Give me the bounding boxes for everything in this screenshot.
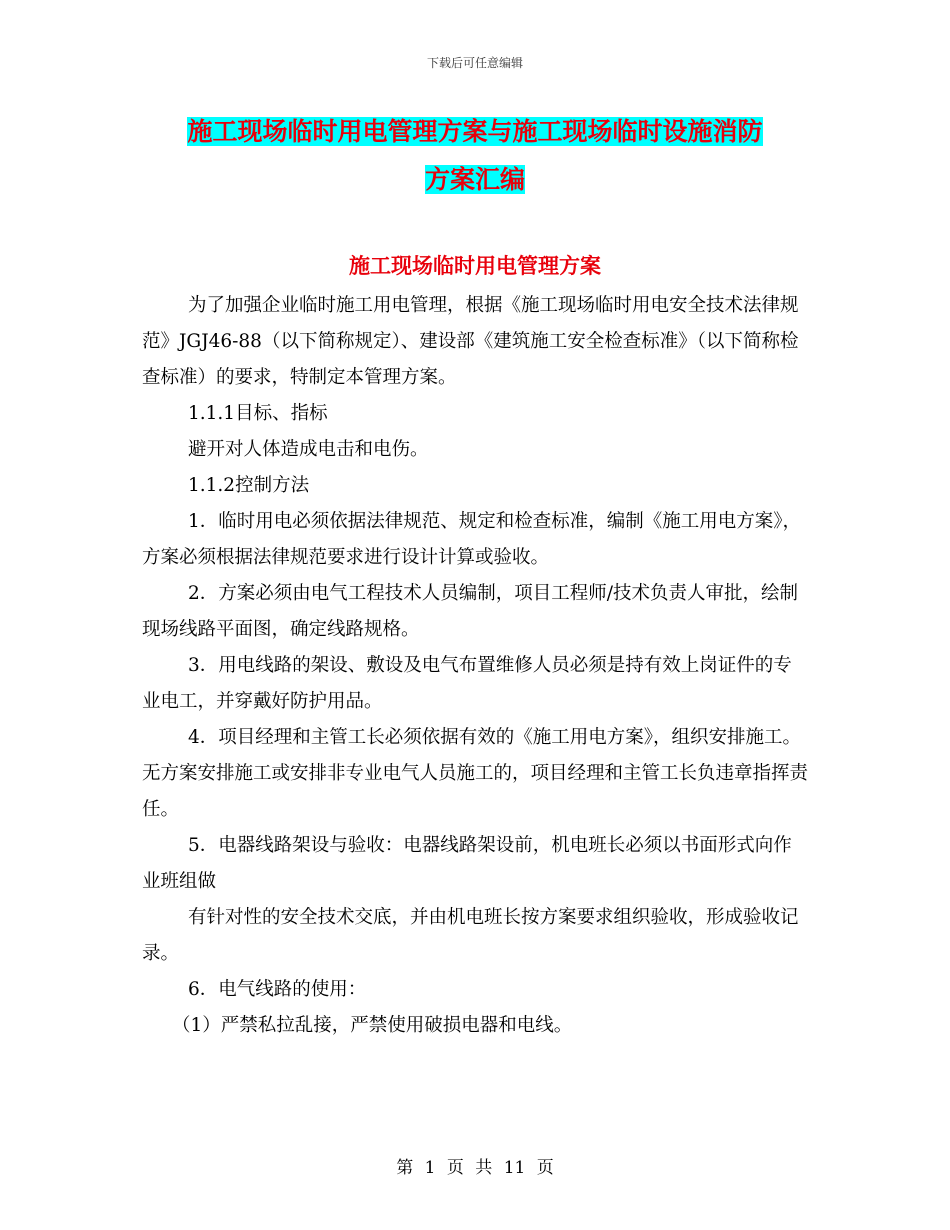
body-text [142, 288, 810, 1044]
header-note: 下载后可任意编辑 [426, 56, 523, 70]
page-footer: 第 1 页 共 11 页 [396, 1158, 554, 1178]
list-item-1: 1．临时用电必须依据法律规范、规定和检查标准，编制《施工用电方案》，方案必须根据法律规范要求进行设计计算或验收。 [142, 511, 802, 568]
list-item-5: 5．电器线路架设与验收：电器线路架设前，机电班长必须以书面形式向作业班组做 [142, 835, 792, 892]
list-item-4: 4．项目经理和主管工长必须依据有效的《施工用电方案》，组织安排施工。无方案安排施工或安排非专业电气人员施工的，项目经理和主管工长负违章指挥责任。 [142, 727, 809, 820]
list-item-6: 6．电气线路的使用： [188, 979, 367, 1000]
document-title [140, 108, 810, 204]
section-title: 施工现场临时用电管理方案 [349, 254, 601, 278]
paragraph-intro: 为了加强企业临时施工用电管理，根据《施工现场临时用电安全技术法律规范》JGJ46-88（以下简称规定）、建设部《建筑施工安全检查标准》（以下简称检查标准）的要求，特制定本管理方案。 [142, 295, 799, 388]
list-item-3: 3．用电线路的架设、敷设及电气布置维修人员必须是持有效上岗证件的专业电工，并穿戴好防护用品。 [142, 655, 792, 712]
title-line-1: 施工现场临时用电管理方案与施工现场临时设施消防 [187, 117, 763, 146]
sub-item-6-1: （1）严禁私拉乱接，严禁使用破损电器和电线。 [172, 1015, 573, 1036]
heading-1-1-2: 1.1.2控制方法 [188, 475, 310, 496]
paragraph-goal: 避开对人体造成电击和电伤。 [188, 439, 429, 460]
heading-1-1-1: 1.1.1目标、指标 [188, 403, 328, 424]
list-item-2: 2．方案必须由电气工程技术人员编制，项目工程师/技术负责人审批，绘制现场线路平面图，确定线路规格。 [142, 583, 799, 640]
title-line-2: 方案汇编 [424, 165, 525, 194]
list-item-5-continued: 有针对性的安全技术交底，并由机电班长按方案要求组织验收，形成验收记录。 [142, 907, 799, 964]
